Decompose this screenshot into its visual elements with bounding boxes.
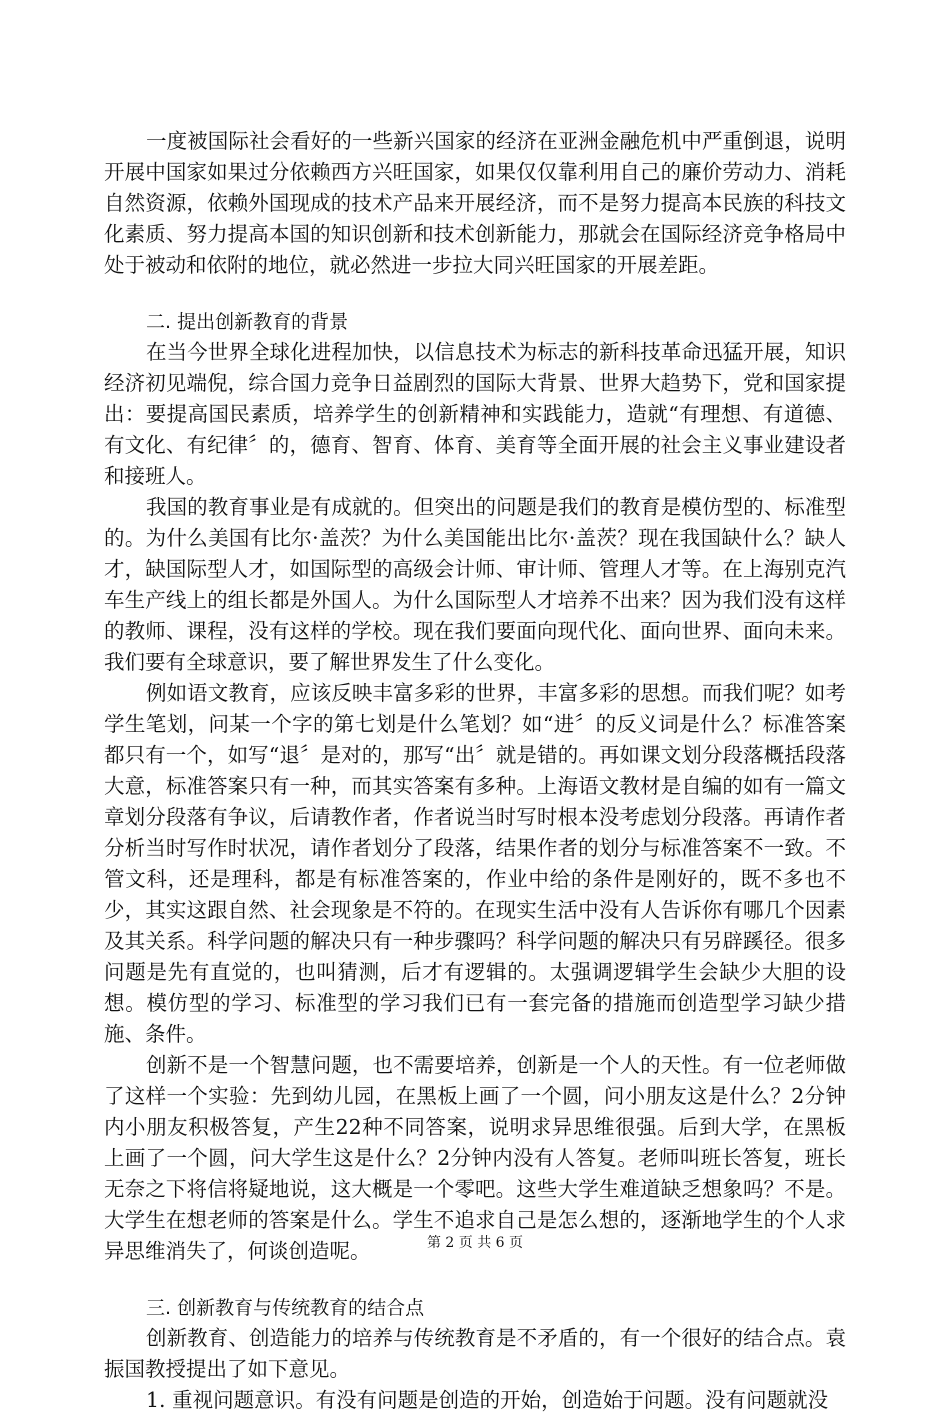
- intro-paragraph: 一度被国际社会看好的一些新兴国家的经济在亚洲金融危机中严重倒退，说明开展中国家如果过分依赖西方兴旺国家，如果仅仅靠利用自己的廉价劳动力、消耗自然资源，依赖外国现成的技术产品来开展经济，而不是努力提高本民族的科技文化素质、努力提高本国的知识创新和技术创新能力，那就会在国际经济竞争格局中处于被动和依附的地位，就必然进一步拉大同兴旺国家的开展差距。: [104, 129, 846, 277]
- page-footer: 第 2 页 共 6 页: [426, 1235, 524, 1251]
- section-3-paragraph-1: 创新教育、创造能力的培养与传统教育是不矛盾的，有一个很好的结合点。袁振国教授提出了如下意见。: [104, 1326, 846, 1381]
- section-3-heading: 三. 创新教育与传统教育的结合点: [146, 1297, 425, 1319]
- document-page: [104, 126, 846, 1416]
- section-2-paragraph-3: 例如语文教育，应该反映丰富多彩的世界，丰富多彩的思想。而我们呢？如考学生笔划，问某一个字的第七划是什么笔划？如“进〞的反义词是什么？标准答案都只有一个，如写“退〞是对的，那写“出〞就是错的。再如课文划分段落概括段落大意，标准答案只有一种，而其实答案有多种。上海语文教材是自编的如有一篇文章划分段落有争议，后请教作者，作者说当时写时根本没考虑划分段落。再请作者分析当时写作时状况，请作者划分了段落，结果作者的划分与标准答案不一致。不管文科，还是理科，都是有标准答案的，作业中给的条件是刚好的，既不多也不少，其实这跟自然、社会现象是不符的。在现实生活中没有人告诉你有哪几个因素及其关系。科学问题的解决只有一种步骤吗？科学问题的解决只有另辟蹊径。很多问题是先有直觉的，也叫猜测，后才有逻辑的。太强调逻辑学生会缺少大胆的设想。模仿型的学习、标准型的学习我们已有一套完备的措施而创造型学习缺少措施、条件。: [104, 681, 846, 1046]
- section-2-heading: 二. 提出创新教育的背景: [146, 311, 349, 333]
- section-2-paragraph-4: 创新不是一个智慧问题，也不需要培养，创新是一个人的天性。有一位老师做了这样一个实验：先到幼儿园，在黑板上画了一个圆，问小朋友这是什么？2分钟内小朋友积极答复，产生22种不同答案，说明求异思维很强。后到大学，在黑板上画了一个圆，问大学生这是什么？2分钟内没有人答复。老师叫班长答复，班长无奈之下将信将疑地说，这大概是一个零吧。这些大学生难道缺乏想象吗？不是。大学生在想老师的答案是什么。学生不追求自己是怎么想的，逐渐地学生的个人求异思维消失了，何谈创造呢。: [104, 1053, 846, 1263]
- section-2-paragraph-2: 我国的教育事业是有成就的。但突出的问题是我们的教育是模仿型的、标准型的。为什么美国有比尔·盖茨？为什么美国能出比尔·盖茨？现在我国缺什么？缺人才，缺国际型人才，如国际型的高级会计师、审计师、管理人才等。在上海别克汽车生产线上的组长都是外国人。为什么国际型人才培养不出来？因为我们没有这样的教师、课程，没有这样的学校。现在我们要面向现代化、面向世界、面向未来。我们要有全球意识，要了解世界发生了什么变化。: [104, 495, 846, 674]
- section-3-list-item-1: 1. 重视问题意识。有没有问题是创造的开始，创造始于问题。没有问题就没: [146, 1388, 829, 1412]
- section-2-paragraph-1: 在当今世界全球化进程加快，以信息技术为标志的新科技革命迅猛开展，知识经济初见端倪，综合国力竞争日益剧烈的国际大背景、世界大趋势下，党和国家提出：要提高国民素质，培养学生的创新精神和实践能力，造就“有理想、有道德、有文化、有纪律〞的，德育、智育、体育、美育等全面开展的社会主义事业建设者和接班人。: [104, 340, 846, 488]
